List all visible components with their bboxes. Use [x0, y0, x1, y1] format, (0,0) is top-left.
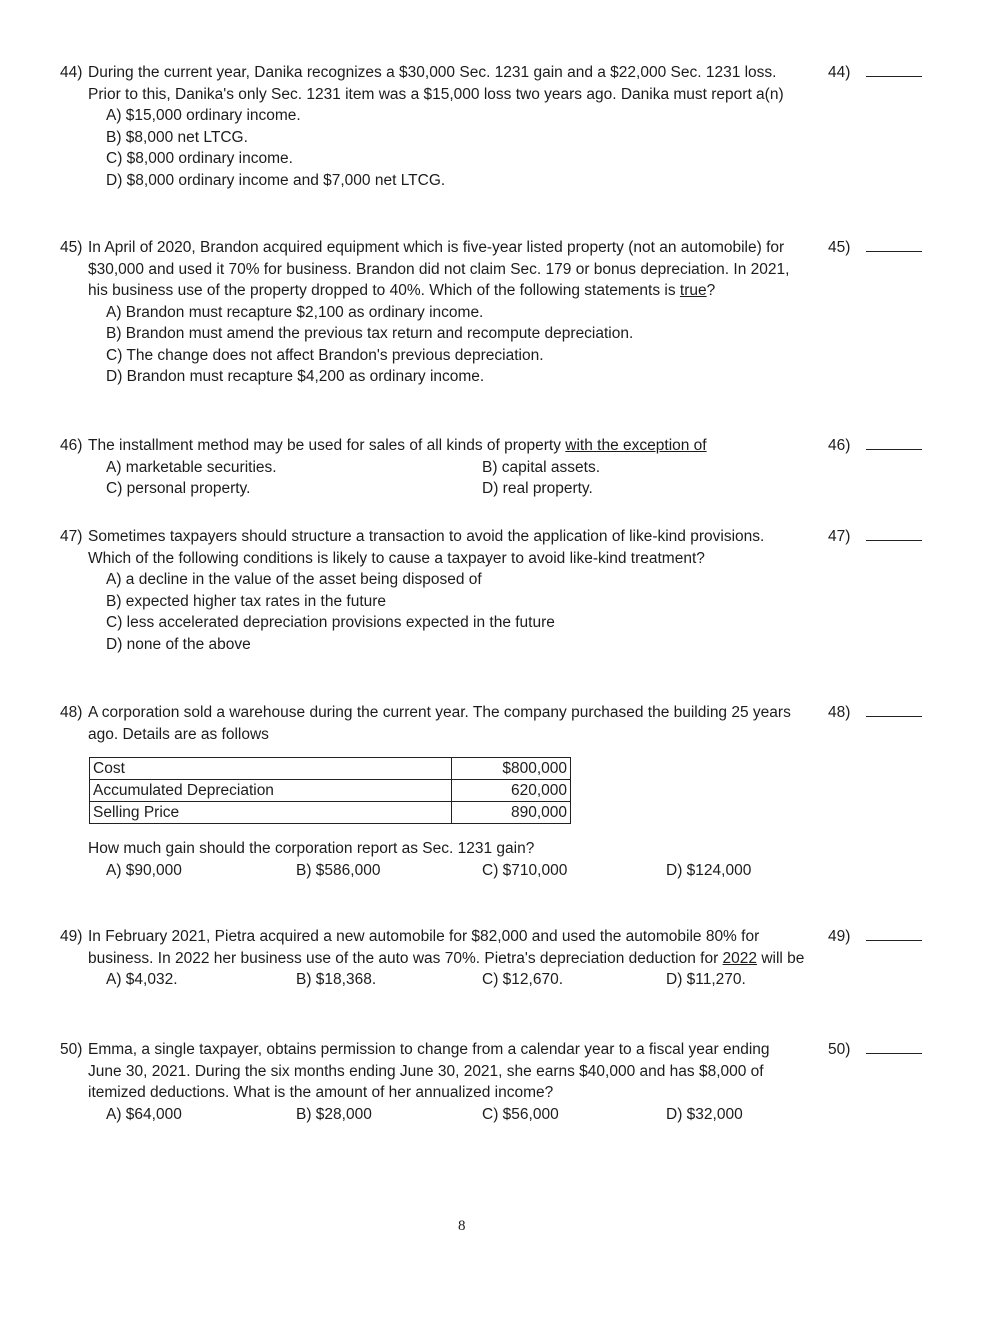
- followup-question: How much gain should the corporation report as Sec. 1231 gain?: [88, 840, 535, 857]
- answer-label: 46): [828, 437, 851, 454]
- table-row: [90, 802, 571, 824]
- question-44: [60, 62, 930, 191]
- option-a[interactable]: A) a decline in the value of the asset being disposed of: [106, 571, 482, 588]
- answer-line[interactable]: [866, 1039, 922, 1054]
- answer-line[interactable]: [866, 702, 922, 717]
- question-46: [60, 435, 930, 500]
- answer-label: 49): [828, 928, 851, 945]
- answer-label: 50): [828, 1041, 851, 1058]
- question-text: Sometimes taxpayers should structure a transaction to avoid the application of like-kind provisions. Which of the following conditions is likely to cause a taxpayer to avoid like-kind treatment?: [88, 528, 765, 567]
- emphasis-text: true: [679, 282, 707, 299]
- question-text-part: will be: [757, 949, 805, 967]
- table-cell-value: 890,000: [452, 802, 571, 824]
- question-48: [60, 702, 930, 881]
- answer-label: 44): [828, 64, 851, 81]
- option-a[interactable]: A) Brandon must recapture $2,100 as ordinary income.: [106, 303, 484, 321]
- table-cell-value: $800,000: [452, 758, 571, 780]
- option-d[interactable]: D) $8,000 ordinary income and $7,000 net LTCG.: [106, 171, 446, 189]
- answer-label: 45): [828, 239, 851, 256]
- options: [106, 105, 930, 191]
- emphasis-text: with the exception of: [565, 437, 707, 454]
- answer-line[interactable]: [866, 62, 922, 77]
- options-row: [106, 969, 930, 991]
- option-d[interactable]: D) none of the above: [106, 635, 251, 653]
- option-b[interactable]: B) expected higher tax rates in the future: [106, 592, 387, 610]
- question-number: 48): [60, 704, 83, 721]
- question-text: [88, 926, 806, 969]
- table-cell-label: Accumulated Depreciation: [90, 780, 452, 802]
- answer-line[interactable]: [866, 926, 922, 941]
- option-b[interactable]: B) $586,000: [296, 861, 381, 879]
- table-row: [90, 780, 571, 802]
- options-row: [106, 1104, 930, 1126]
- options-row: [106, 457, 930, 479]
- question-47: [60, 526, 930, 655]
- option-c[interactable]: C) personal property.: [106, 480, 251, 497]
- option-b[interactable]: B) $18,368.: [296, 971, 377, 988]
- question-text: Emma, a single taxpayer, obtains permission to change from a calendar year to a fiscal year ending June 30, 2021. During the six months ending June 30, 2021, she earns $40,000 and has $8,000 of itemized deductions. What is the amount of her annualized income?: [88, 1041, 770, 1101]
- page-number: 8: [458, 1218, 466, 1234]
- option-d[interactable]: D) Brandon must recapture $4,200 as ordinary income.: [106, 368, 485, 385]
- answer-blank: [828, 702, 922, 724]
- options: [106, 302, 930, 388]
- option-b[interactable]: B) $8,000 net LTCG.: [106, 128, 248, 146]
- answer-blank: [828, 435, 922, 457]
- question-number: 45): [60, 239, 83, 256]
- options: [106, 569, 930, 655]
- question-text: A corporation sold a warehouse during the current year. The company purchased the building 25 years ago. Details are as follows: [88, 704, 791, 743]
- question-49: [60, 926, 930, 991]
- answer-line[interactable]: [866, 435, 922, 450]
- option-c[interactable]: C) $710,000: [482, 861, 568, 879]
- option-d[interactable]: D) $124,000: [666, 861, 752, 879]
- question-number: 50): [60, 1041, 83, 1058]
- answer-label: 48): [828, 704, 851, 721]
- options: [106, 457, 930, 500]
- table-row: [90, 758, 571, 780]
- question-number: 46): [60, 437, 83, 454]
- question-text-part: In April of 2020, Brandon acquired equipment which is five-year listed property (not an automobile) for $30,000 and used it 70% for business. Brandon did not claim Sec. 179 or bonus depreciation. In 2021, his business use of the property dropped to 40%. Which of the following statements is: [88, 239, 790, 299]
- answer-blank: [828, 1039, 922, 1061]
- option-d[interactable]: D) $32,000: [666, 1105, 743, 1123]
- question-50: [60, 1039, 930, 1125]
- option-b[interactable]: B) $28,000: [296, 1105, 372, 1123]
- option-c[interactable]: C) $56,000: [482, 1105, 559, 1123]
- question-number: 44): [60, 64, 83, 81]
- answer-line[interactable]: [866, 237, 922, 252]
- option-a[interactable]: A) $15,000 ordinary income.: [106, 107, 301, 124]
- table-cell-value: 620,000: [452, 780, 571, 802]
- option-c[interactable]: C) $12,670.: [482, 971, 563, 988]
- question-text: [88, 237, 806, 302]
- table-cell-label: Selling Price: [90, 802, 452, 824]
- option-b[interactable]: B) Brandon must amend the previous tax return and recompute depreciation.: [106, 325, 634, 342]
- question-45: [60, 237, 930, 388]
- option-d[interactable]: D) $11,270.: [666, 971, 746, 988]
- question-number: 49): [60, 928, 83, 945]
- question-text-part: In February 2021, Pietra acquired a new automobile for $82,000 and used the automobile 80% for business. In 2022 her business use of the auto was 70%. Pietra's depreciation deduction for: [88, 928, 760, 967]
- question-text: During the current year, Danika recognizes a $30,000 Sec. 1231 gain and a $22,000 Sec. 1231 loss. Prior to this, Danika's only Sec. 1231 item was a $15,000 loss two years ago. Danika must report a(n): [88, 64, 784, 103]
- answer-line[interactable]: [866, 526, 922, 541]
- option-a[interactable]: A) $90,000: [106, 861, 182, 879]
- option-c[interactable]: C) The change does not affect Brandon's previous depreciation.: [106, 346, 544, 364]
- answer-blank: [828, 526, 922, 548]
- answer-blank: [828, 62, 922, 84]
- option-a[interactable]: A) $64,000: [106, 1105, 182, 1123]
- table-cell-label: Cost: [90, 758, 452, 780]
- question-text: [88, 435, 806, 457]
- answer-blank: [828, 237, 922, 259]
- answer-label: 47): [828, 528, 851, 545]
- question-number: 47): [60, 528, 83, 545]
- option-c[interactable]: C) less accelerated depreciation provisions expected in the future: [106, 614, 555, 631]
- option-a[interactable]: A) marketable securities.: [106, 458, 277, 476]
- details-table: [89, 757, 571, 824]
- option-c[interactable]: C) $8,000 ordinary income.: [106, 150, 293, 167]
- question-text-part: ?: [706, 282, 716, 299]
- option-d[interactable]: D) real property.: [482, 480, 593, 497]
- option-b[interactable]: B) capital assets.: [482, 458, 601, 476]
- options-row: [106, 478, 930, 500]
- emphasis-text: 2022: [722, 949, 758, 967]
- answer-blank: [828, 926, 922, 948]
- options-row: [106, 860, 930, 882]
- question-text-part: The installment method may be used for sales of all kinds of property: [88, 437, 566, 454]
- option-a[interactable]: A) $4,032.: [106, 971, 178, 988]
